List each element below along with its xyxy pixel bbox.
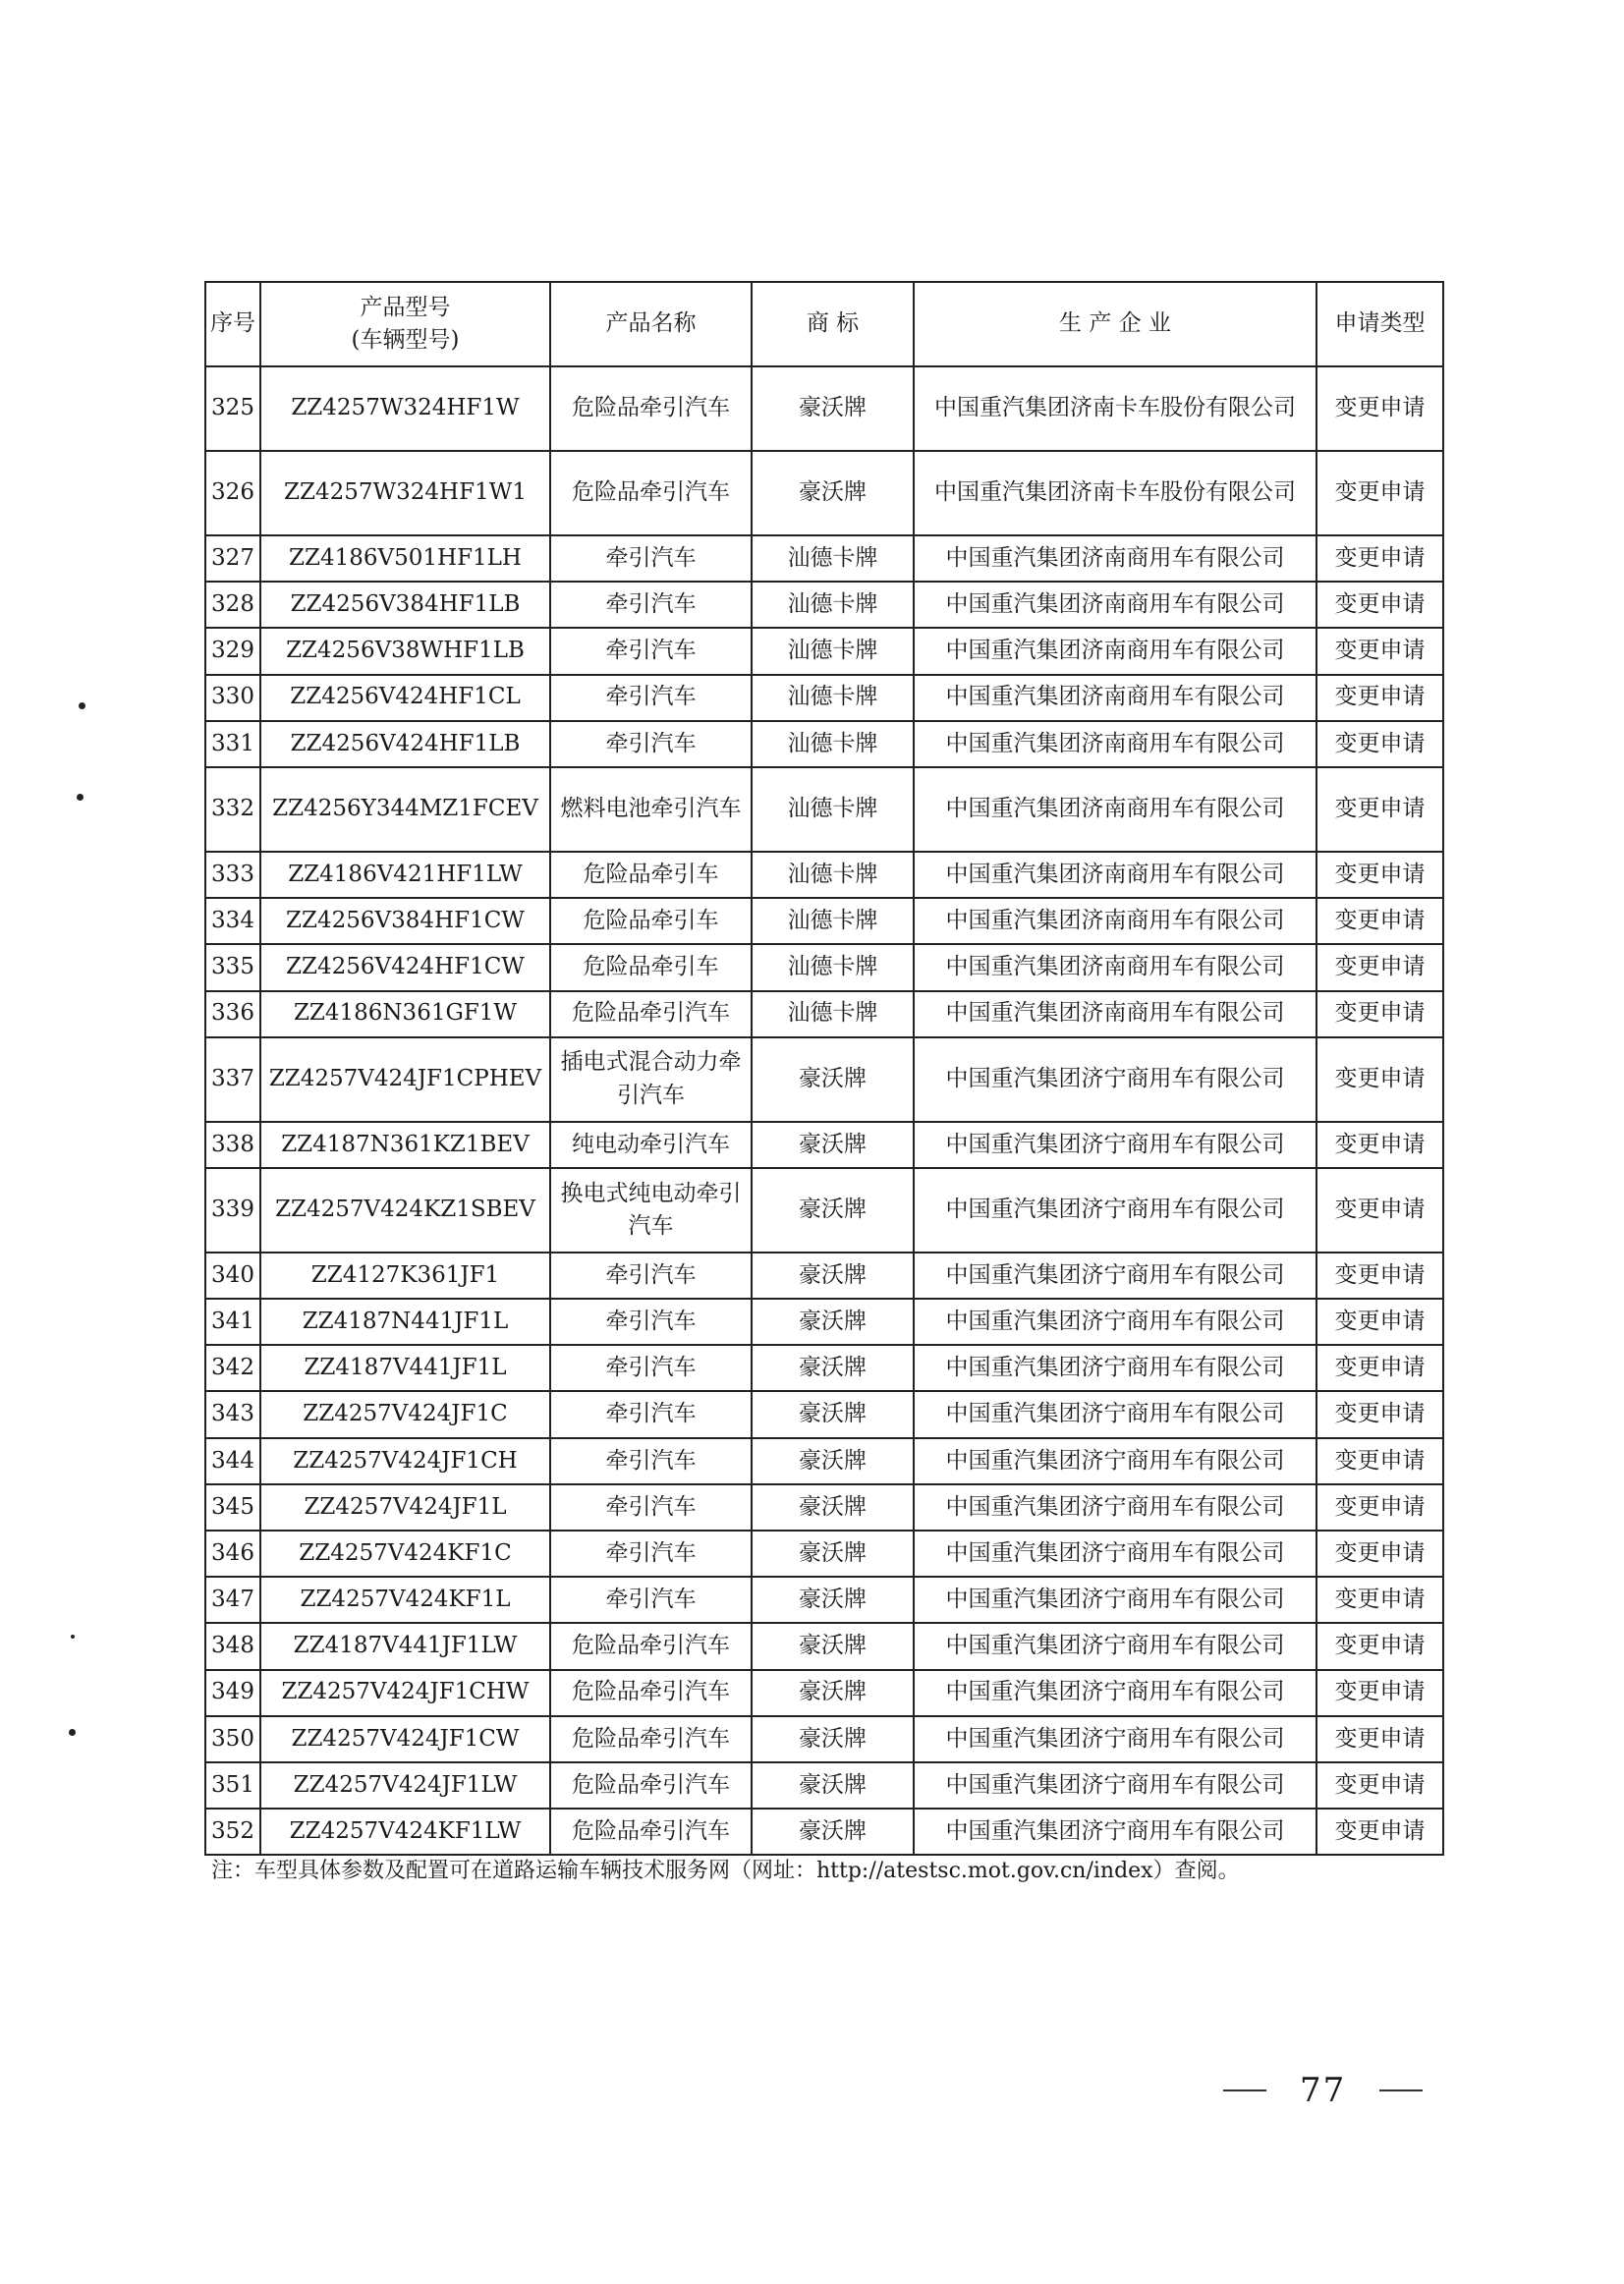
cell-company: 中国重汽集团济宁商用车有限公司 (914, 1299, 1316, 1345)
cell-brand: 豪沃牌 (752, 1122, 914, 1168)
cell-brand: 豪沃牌 (752, 1716, 914, 1762)
table-row (205, 1168, 1443, 1253)
cell-seq: 340 (205, 1253, 260, 1299)
table-row (205, 1253, 1443, 1299)
cell-type: 变更申请 (1316, 628, 1443, 674)
cell-type: 变更申请 (1316, 1670, 1443, 1716)
table-row (205, 628, 1443, 674)
cell-company: 中国重汽集团济南商用车有限公司 (914, 675, 1316, 721)
cell-type: 变更申请 (1316, 1531, 1443, 1577)
cell-type: 变更申请 (1316, 1122, 1443, 1168)
cell-seq: 325 (205, 366, 260, 451)
header-model-line2: (车辆型号) (351, 327, 460, 353)
cell-company: 中国重汽集团济宁商用车有限公司 (914, 1253, 1316, 1299)
table-row (205, 898, 1443, 944)
cell-seq: 350 (205, 1716, 260, 1762)
cell-seq: 352 (205, 1809, 260, 1855)
cell-brand: 汕德卡牌 (752, 852, 914, 898)
cell-name: 纯电动牵引汽车 (550, 1122, 752, 1168)
table-row (205, 535, 1443, 582)
cell-brand: 汕德卡牌 (752, 991, 914, 1037)
cell-company: 中国重汽集团济宁商用车有限公司 (914, 1122, 1316, 1168)
header-name: 产品名称 (550, 282, 752, 366)
page-dash-right (1379, 2089, 1423, 2091)
cell-seq: 326 (205, 451, 260, 535)
cell-company: 中国重汽集团济南商用车有限公司 (914, 535, 1316, 582)
cell-brand: 豪沃牌 (752, 1253, 914, 1299)
cell-model: ZZ4257W324HF1W (260, 366, 550, 451)
cell-company: 中国重汽集团济南商用车有限公司 (914, 898, 1316, 944)
cell-type: 变更申请 (1316, 1438, 1443, 1484)
cell-name: 牵引汽车 (550, 675, 752, 721)
cell-company: 中国重汽集团济宁商用车有限公司 (914, 1345, 1316, 1391)
table-row (205, 1122, 1443, 1168)
header-brand: 商 标 (752, 282, 914, 366)
cell-brand: 豪沃牌 (752, 1299, 914, 1345)
cell-type: 变更申请 (1316, 451, 1443, 535)
cell-seq: 332 (205, 767, 260, 852)
cell-seq: 334 (205, 898, 260, 944)
table-row (205, 1438, 1443, 1484)
scan-mark (71, 1635, 75, 1639)
cell-type: 变更申请 (1316, 1345, 1443, 1391)
cell-type: 变更申请 (1316, 1716, 1443, 1762)
cell-name: 危险品牵引汽车 (550, 991, 752, 1037)
cell-brand: 汕德卡牌 (752, 675, 914, 721)
cell-company: 中国重汽集团济南卡车股份有限公司 (914, 366, 1316, 451)
table-row (205, 944, 1443, 990)
cell-model: ZZ4256V38WHF1LB (260, 628, 550, 674)
cell-name: 牵引汽车 (550, 582, 752, 628)
cell-type: 变更申请 (1316, 1623, 1443, 1669)
cell-seq: 342 (205, 1345, 260, 1391)
cell-seq: 343 (205, 1391, 260, 1437)
table-row (205, 1809, 1443, 1855)
cell-brand: 豪沃牌 (752, 366, 914, 451)
cell-company: 中国重汽集团济宁商用车有限公司 (914, 1531, 1316, 1577)
cell-seq: 347 (205, 1577, 260, 1623)
cell-brand: 豪沃牌 (752, 1531, 914, 1577)
cell-brand: 豪沃牌 (752, 1484, 914, 1531)
cell-model: ZZ4187N441JF1L (260, 1299, 550, 1345)
cell-name: 牵引汽车 (550, 1531, 752, 1577)
cell-brand: 汕德卡牌 (752, 582, 914, 628)
cell-model: ZZ4187V441JF1LW (260, 1623, 550, 1669)
table-row (205, 1623, 1443, 1669)
cell-type: 变更申请 (1316, 1391, 1443, 1437)
cell-model: ZZ4187V441JF1L (260, 1345, 550, 1391)
cell-seq: 337 (205, 1037, 260, 1122)
table-row (205, 721, 1443, 767)
cell-type: 变更申请 (1316, 1577, 1443, 1623)
cell-type: 变更申请 (1316, 852, 1443, 898)
header-model-line1: 产品型号 (360, 294, 451, 320)
cell-model: ZZ4256V424HF1LB (260, 721, 550, 767)
cell-model: ZZ4257V424JF1CW (260, 1716, 550, 1762)
table-header (205, 282, 1443, 366)
cell-brand: 豪沃牌 (752, 1623, 914, 1669)
cell-name: 牵引汽车 (550, 535, 752, 582)
cell-type: 变更申请 (1316, 1299, 1443, 1345)
cell-seq: 330 (205, 675, 260, 721)
cell-type: 变更申请 (1316, 944, 1443, 990)
table-row (205, 767, 1443, 852)
cell-model: ZZ4257V424JF1CH (260, 1438, 550, 1484)
cell-name: 牵引汽车 (550, 1438, 752, 1484)
cell-company: 中国重汽集团济宁商用车有限公司 (914, 1762, 1316, 1809)
cell-type: 变更申请 (1316, 1037, 1443, 1122)
cell-seq: 339 (205, 1168, 260, 1253)
cell-model: ZZ4256V424HF1CW (260, 944, 550, 990)
cell-name: 危险品牵引汽车 (550, 1762, 752, 1809)
cell-model: ZZ4257V424KF1LW (260, 1809, 550, 1855)
cell-name: 危险品牵引汽车 (550, 1716, 752, 1762)
page-dash-left (1223, 2089, 1266, 2091)
table-row (205, 1037, 1443, 1122)
table-row (205, 582, 1443, 628)
cell-seq: 346 (205, 1531, 260, 1577)
cell-name: 牵引汽车 (550, 1484, 752, 1531)
table-row (205, 1391, 1443, 1437)
cell-company: 中国重汽集团济南卡车股份有限公司 (914, 451, 1316, 535)
cell-seq: 344 (205, 1438, 260, 1484)
cell-brand: 汕德卡牌 (752, 721, 914, 767)
cell-name: 牵引汽车 (550, 1345, 752, 1391)
cell-company: 中国重汽集团济宁商用车有限公司 (914, 1438, 1316, 1484)
page-number: 77 (1300, 2071, 1347, 2110)
cell-name: 牵引汽车 (550, 628, 752, 674)
cell-type: 变更申请 (1316, 675, 1443, 721)
header-type: 申请类型 (1316, 282, 1443, 366)
cell-type: 变更申请 (1316, 582, 1443, 628)
cell-model: ZZ4257V424JF1L (260, 1484, 550, 1531)
cell-brand: 豪沃牌 (752, 1168, 914, 1253)
cell-company: 中国重汽集团济宁商用车有限公司 (914, 1391, 1316, 1437)
header-model (260, 282, 550, 366)
cell-brand: 豪沃牌 (752, 1438, 914, 1484)
cell-model: ZZ4257V424JF1C (260, 1391, 550, 1437)
cell-company: 中国重汽集团济南商用车有限公司 (914, 852, 1316, 898)
cell-seq: 351 (205, 1762, 260, 1809)
scan-mark (69, 1729, 76, 1736)
cell-company: 中国重汽集团济南商用车有限公司 (914, 582, 1316, 628)
table-row (205, 991, 1443, 1037)
cell-brand: 豪沃牌 (752, 1577, 914, 1623)
cell-name: 危险品牵引车 (550, 898, 752, 944)
cell-seq: 335 (205, 944, 260, 990)
table-row (205, 1299, 1443, 1345)
table-row (205, 1577, 1443, 1623)
scan-mark (79, 702, 85, 709)
table-row (205, 1531, 1443, 1577)
cell-model: ZZ4257V424JF1CHW (260, 1670, 550, 1716)
header-company: 生 产 企 业 (914, 282, 1316, 366)
table-row (205, 366, 1443, 451)
table-row (205, 1345, 1443, 1391)
cell-type: 变更申请 (1316, 1762, 1443, 1809)
cell-name: 插电式混合动力牵引汽车 (550, 1037, 752, 1122)
cell-company: 中国重汽集团济宁商用车有限公司 (914, 1670, 1316, 1716)
cell-type: 变更申请 (1316, 535, 1443, 582)
cell-name: 燃料电池牵引汽车 (550, 767, 752, 852)
cell-seq: 328 (205, 582, 260, 628)
cell-company: 中国重汽集团济宁商用车有限公司 (914, 1577, 1316, 1623)
table-row (205, 852, 1443, 898)
cell-type: 变更申请 (1316, 767, 1443, 852)
footnote: 注：车型具体参数及配置可在道路运输车辆技术服务网（网址：http://atestsc.mot.gov.cn/index）查阅。 (211, 1859, 1240, 1883)
cell-name: 牵引汽车 (550, 1253, 752, 1299)
page-number-area (1223, 2071, 1423, 2110)
cell-company: 中国重汽集团济宁商用车有限公司 (914, 1809, 1316, 1855)
cell-type: 变更申请 (1316, 1253, 1443, 1299)
cell-name: 牵引汽车 (550, 1299, 752, 1345)
cell-model: ZZ4257V424KF1L (260, 1577, 550, 1623)
cell-brand: 豪沃牌 (752, 1345, 914, 1391)
cell-name: 危险品牵引汽车 (550, 451, 752, 535)
cell-seq: 327 (205, 535, 260, 582)
cell-seq: 338 (205, 1122, 260, 1168)
cell-name: 危险品牵引车 (550, 944, 752, 990)
table-row (205, 1762, 1443, 1809)
cell-seq: 345 (205, 1484, 260, 1531)
cell-model: ZZ4256V384HF1CW (260, 898, 550, 944)
cell-seq: 333 (205, 852, 260, 898)
cell-type: 变更申请 (1316, 1168, 1443, 1253)
cell-company: 中国重汽集团济宁商用车有限公司 (914, 1037, 1316, 1122)
table-body (205, 366, 1443, 1855)
cell-seq: 341 (205, 1299, 260, 1345)
cell-model: ZZ4256V424HF1CL (260, 675, 550, 721)
cell-model: ZZ4256Y344MZ1FCEV (260, 767, 550, 852)
table-row (205, 1716, 1443, 1762)
cell-model: ZZ4186V421HF1LW (260, 852, 550, 898)
cell-type: 变更申请 (1316, 1809, 1443, 1855)
cell-type: 变更申请 (1316, 898, 1443, 944)
cell-name: 危险品牵引汽车 (550, 1670, 752, 1716)
cell-model: ZZ4186V501HF1LH (260, 535, 550, 582)
cell-company: 中国重汽集团济宁商用车有限公司 (914, 1168, 1316, 1253)
vehicle-table (204, 281, 1444, 1856)
cell-company: 中国重汽集团济南商用车有限公司 (914, 991, 1316, 1037)
cell-seq: 331 (205, 721, 260, 767)
cell-brand: 汕德卡牌 (752, 767, 914, 852)
cell-brand: 豪沃牌 (752, 1809, 914, 1855)
cell-name: 危险品牵引汽车 (550, 366, 752, 451)
scan-mark (77, 794, 84, 801)
cell-type: 变更申请 (1316, 721, 1443, 767)
cell-brand: 豪沃牌 (752, 451, 914, 535)
cell-model: ZZ4187N361KZ1BEV (260, 1122, 550, 1168)
cell-brand: 豪沃牌 (752, 1670, 914, 1716)
cell-company: 中国重汽集团济宁商用车有限公司 (914, 1716, 1316, 1762)
cell-brand: 豪沃牌 (752, 1037, 914, 1122)
table-row (205, 1670, 1443, 1716)
cell-model: ZZ4257W324HF1W1 (260, 451, 550, 535)
cell-brand: 豪沃牌 (752, 1391, 914, 1437)
cell-brand: 汕德卡牌 (752, 535, 914, 582)
cell-company: 中国重汽集团济宁商用车有限公司 (914, 1484, 1316, 1531)
cell-company: 中国重汽集团济南商用车有限公司 (914, 944, 1316, 990)
cell-name: 危险品牵引汽车 (550, 1809, 752, 1855)
cell-model: ZZ4186N361GF1W (260, 991, 550, 1037)
cell-brand: 汕德卡牌 (752, 898, 914, 944)
cell-brand: 汕德卡牌 (752, 628, 914, 674)
cell-type: 变更申请 (1316, 1484, 1443, 1531)
table-row (205, 451, 1443, 535)
cell-name: 换电式纯电动牵引汽车 (550, 1168, 752, 1253)
cell-model: ZZ4257V424KZ1SBEV (260, 1168, 550, 1253)
cell-name: 危险品牵引汽车 (550, 1623, 752, 1669)
cell-type: 变更申请 (1316, 366, 1443, 451)
cell-company: 中国重汽集团济南商用车有限公司 (914, 628, 1316, 674)
cell-seq: 329 (205, 628, 260, 674)
cell-brand: 豪沃牌 (752, 1762, 914, 1809)
cell-seq: 336 (205, 991, 260, 1037)
table-row (205, 675, 1443, 721)
cell-name: 牵引汽车 (550, 1391, 752, 1437)
header-seq: 序号 (205, 282, 260, 366)
cell-company: 中国重汽集团济南商用车有限公司 (914, 767, 1316, 852)
cell-seq: 349 (205, 1670, 260, 1716)
cell-name: 牵引汽车 (550, 1577, 752, 1623)
cell-model: ZZ4256V384HF1LB (260, 582, 550, 628)
cell-company: 中国重汽集团济宁商用车有限公司 (914, 1623, 1316, 1669)
cell-company: 中国重汽集团济南商用车有限公司 (914, 721, 1316, 767)
cell-brand: 汕德卡牌 (752, 944, 914, 990)
cell-model: ZZ4257V424JF1LW (260, 1762, 550, 1809)
cell-name: 危险品牵引车 (550, 852, 752, 898)
cell-seq: 348 (205, 1623, 260, 1669)
cell-model: ZZ4257V424KF1C (260, 1531, 550, 1577)
table-row (205, 1484, 1443, 1531)
cell-model: ZZ4127K361JF1 (260, 1253, 550, 1299)
cell-model: ZZ4257V424JF1CPHEV (260, 1037, 550, 1122)
cell-name: 牵引汽车 (550, 721, 752, 767)
cell-type: 变更申请 (1316, 991, 1443, 1037)
